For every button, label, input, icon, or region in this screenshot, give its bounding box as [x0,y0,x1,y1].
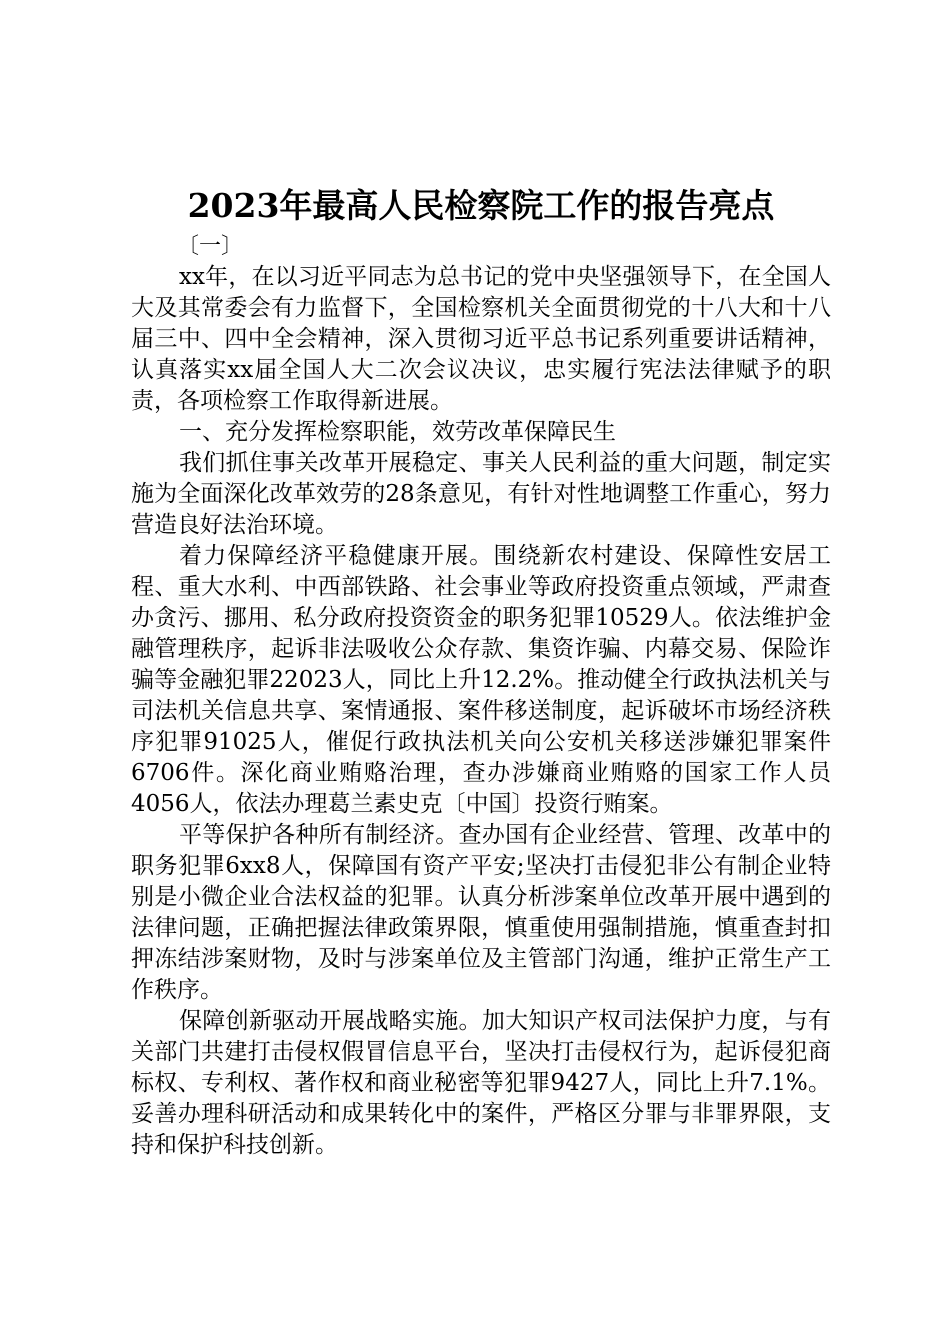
document-page [131,180,831,1161]
paragraph-ownership: 平等保护各种所有制经济。查办国有企业经营、管理、改革中的职务犯罪6xx8人，保障国有资产平安;坚决打击侵犯非公有制企业特别是小微企业合法权益的犯罪。认真分析涉案单位改革开展中遇到的法律问题，正确把握法律政策界限，慎重使用强制措施，慎重查封扣押冻结涉案财物，及时与涉案单位及主管部门沟通，维护正常生产工作秩序。 [131,822,831,1003]
paragraph-innovation: 保障创新驱动开展战略实施。加大知识产权司法保护力度，与有关部门共建打击侵权假冒信息平台，坚决打击侵权行为，起诉侵犯商标权、专利权、著作权和商业秘密等犯罪9427人，同比上升7.1%。妥善办理科研活动和成果转化中的案件，严格区分罪与非罪界限，支持和保护科技创新。 [131,1008,831,1158]
document-title: 2023年最高人民检察院工作的报告亮点 [187,186,775,225]
section-heading: 一、充分发挥检察职能，效劳改革保障民生 [179,419,616,445]
paragraph-economy: 着力保障经济平稳健康开展。围绕新农村建设、保障性安居工程、重大水利、中西部铁路、社会事业等政府投资重点领域，严肃查办贪污、挪用、私分政府投资资金的职务犯罪10529人。依法维护金融管理秩序，起诉非法吸收公众存款、集资诈骗、内幕交易、保险诈骗等金融犯罪22023人，同比上升12.2%。推动健全行政执法机关与司法机关信息共享、案情通报、案件移送制度，起诉破坏市场经济秩序犯罪91025人，催促行政执法机关向公安机关移送涉嫌犯罪案件6706件。深化商业贿赂治理，查办涉嫌商业贿赂的国家工作人员4056人，依法办理葛兰素史克〔中国〕投资行贿案。 [131,543,831,817]
document-subtitle: 〔一〕 [177,234,244,259]
paragraph-intro: xx年，在以习近平同志为总书记的党中央坚强领导下，在全国人大及其常委会有力监督下，全国检察机关全面贯彻党的十八大和十八届三中、四中全会精神，深入贯彻习近平总书记系列重要讲话精神，认真落实xx届全国人大二次会议决议，忠实履行宪法法律赋予的职责，各项检察工作取得新进展。 [131,264,831,414]
paragraph-reform: 我们抓住事关改革开展稳定、事关人民利益的重大问题，制定实施为全面深化改革效劳的28条意见，有针对性地调整工作重心，努力营造良好法治环境。 [131,450,831,538]
